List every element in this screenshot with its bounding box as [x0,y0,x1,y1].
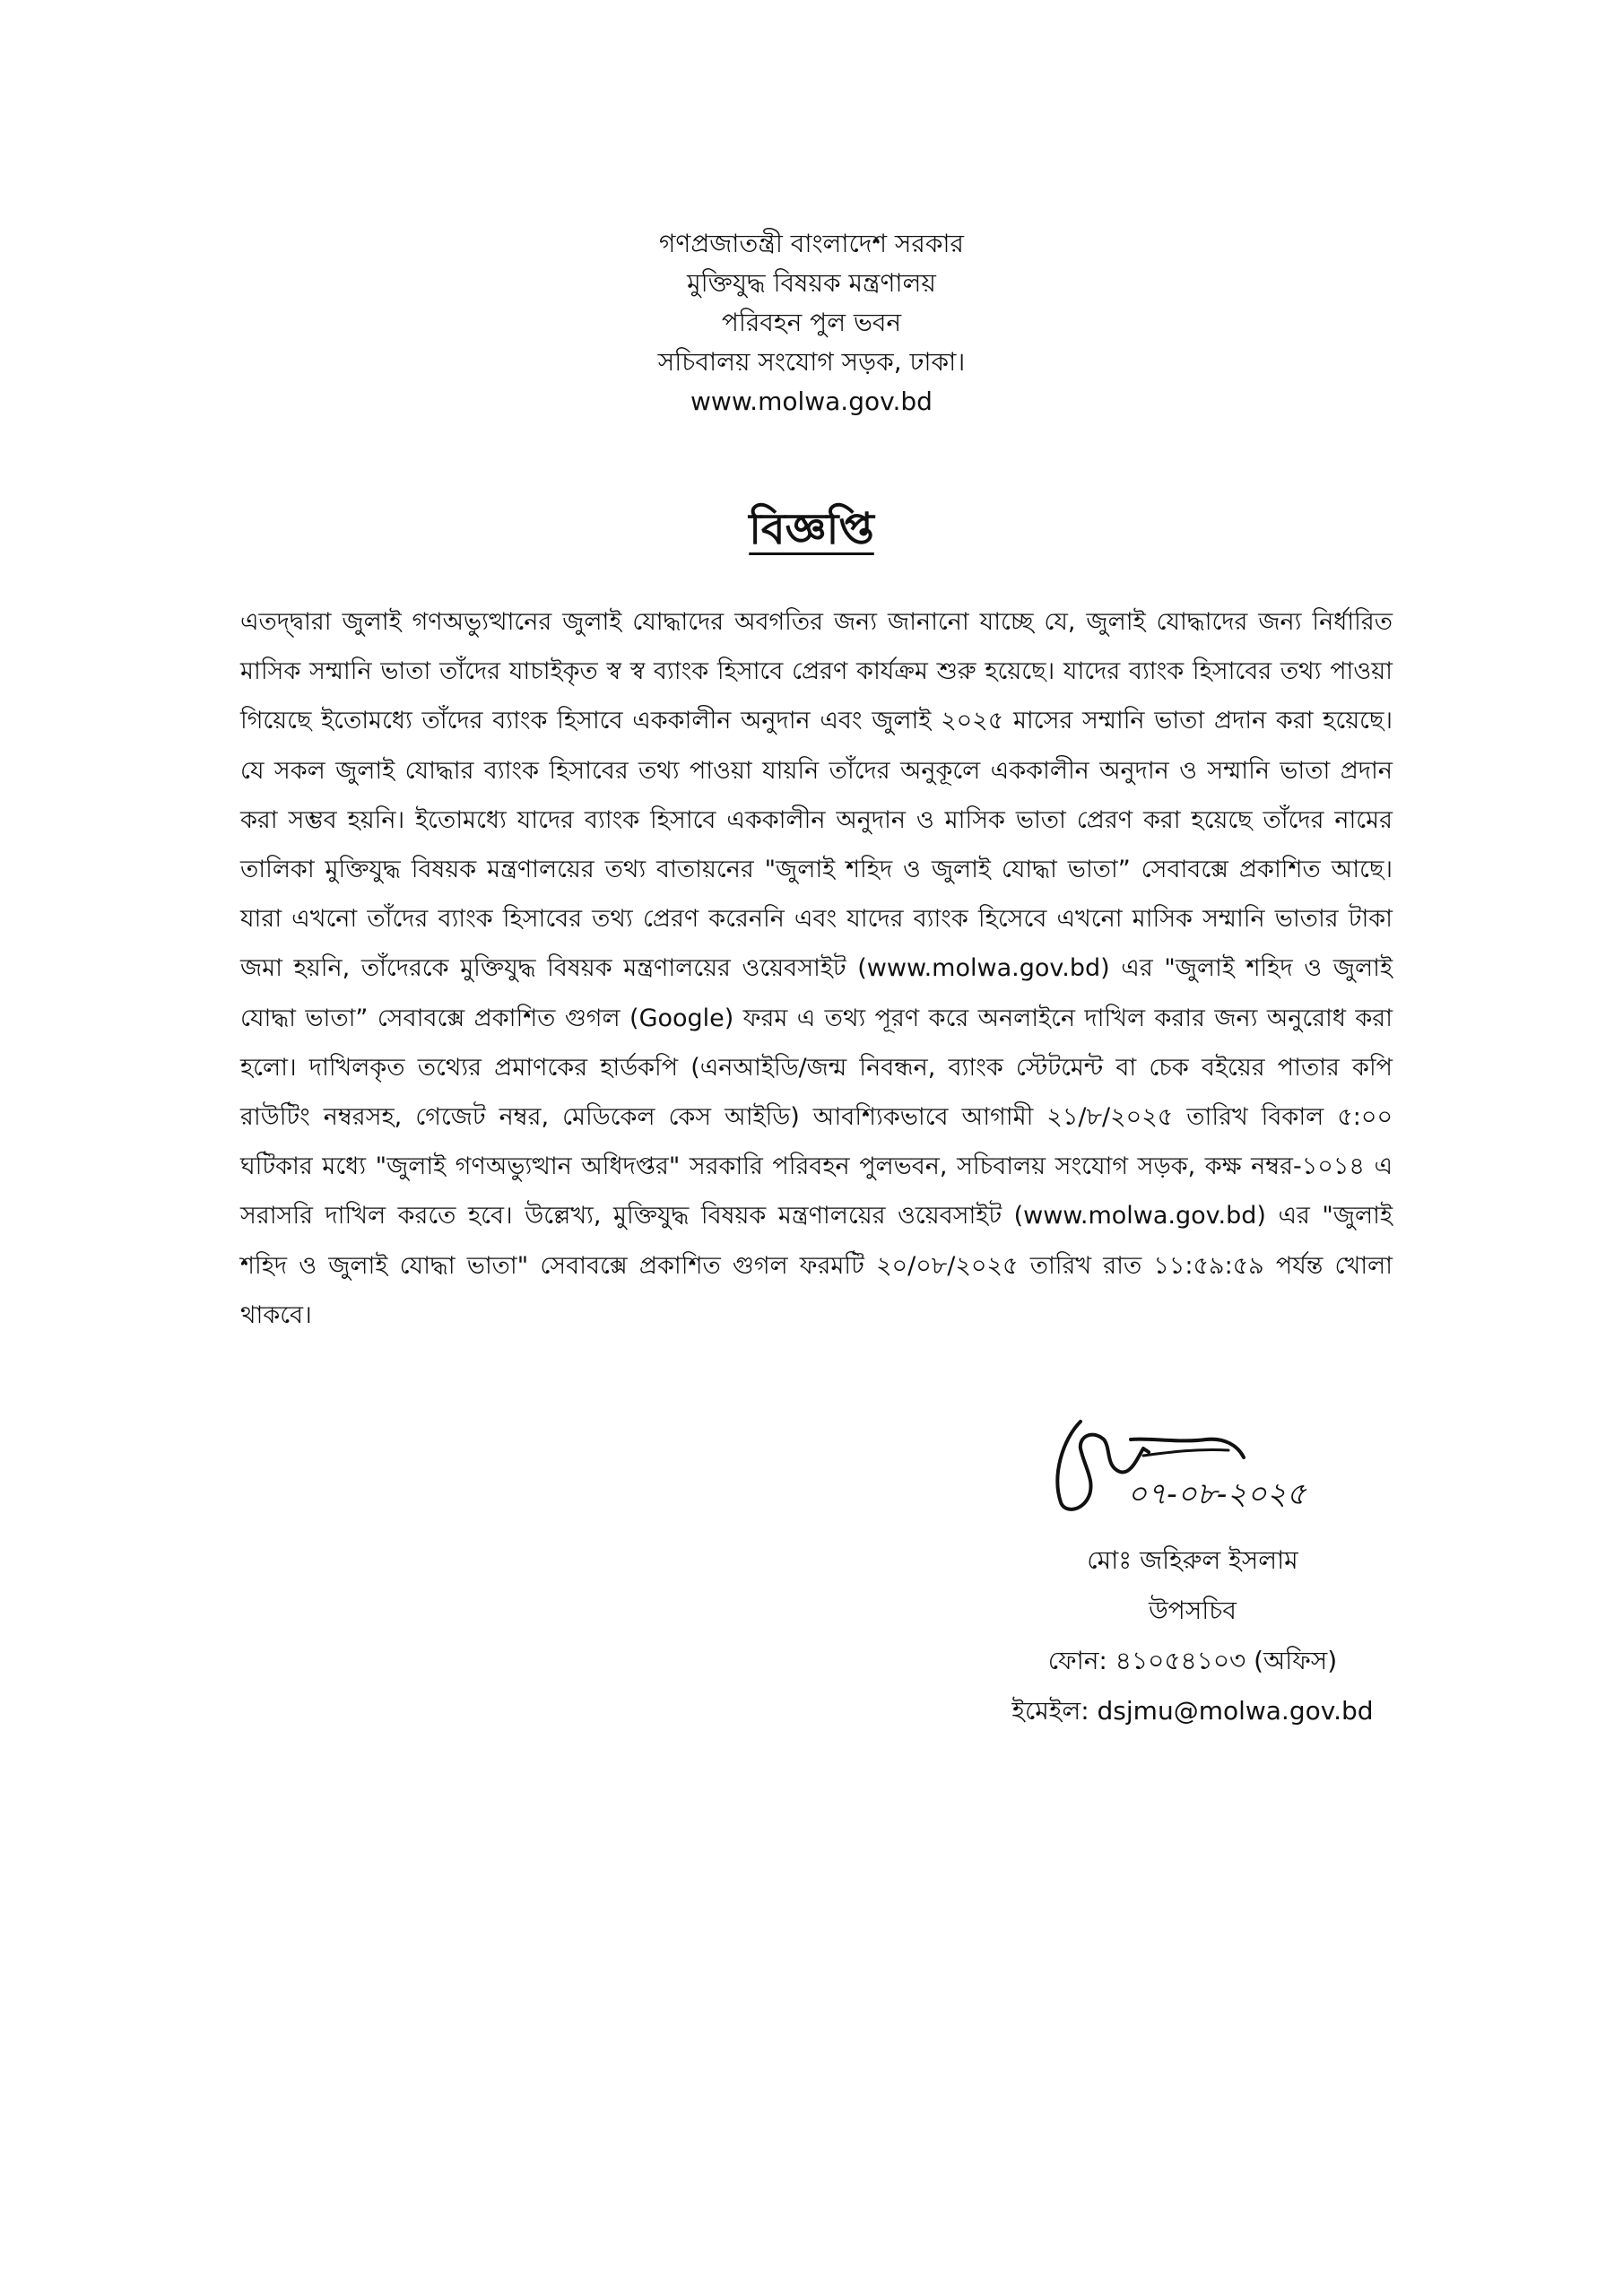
signer-email: ইমেইল: dsjmu@molwa.gov.bd [1011,1696,1374,1726]
notice-title: বিজ্ঞপ্তি [749,504,874,554]
website-url: www.molwa.gov.bd [690,387,933,416]
notice-body: এতদ্দ্বারা জুলাই গণঅভ্যুত্থানের জুলাই যোদ্ধাদের অবগতির জন্য জানানো যাচ্ছে যে, জুলাই যোদ্ধাদের জন্য নির্ধারিত মাসিক সম্মানি ভাতা তাঁদের যাচাইকৃত স্ব স্ব ব্যাংক হিসাবে প্রেরণ কার্যক্রম শুরু হয়েছে। যাদের ব্যাংক হিসাবের তথ্য পাওয়া গিয়েছে ইতোমধ্যে তাঁদের ব্যাংক হিসাবে এককালীন অনুদান এবং জুলাই ২০২৫ মাসের সম্মানি ভাতা প্রদান করা হয়েছে। যে সকল জুলাই যোদ্ধার ব্যাংক হিসাবের তথ্য পাওয়া যায়নি তাঁদের অনুকূলে এককালীন অনুদান ও সম্মানি ভাতা প্রদান করা সম্ভব হয়নি। ইতোমধ্যে যাদের ব্যাংক হিসাবে এককালীন অনুদান ও মাসিক ভাতা প্রেরণ করা হয়েছে তাঁদের নামের তালিকা মুক্তিযুদ্ধ বিষয়ক মন্ত্রণালয়ের তথ্য বাতায়নের "জুলাই শহিদ ও জুলাই যোদ্ধা ভাতা” সেবাবক্সে প্রকাশিত আছে। যারা এখনো তাঁদের ব্যাংক হিসাবের তথ্য প্রেরণ করেননি এবং যাদের ব্যাংক হিসেবে এখনো মাসিক সম্মানি ভাতার টাকা জমা হয়নি, তাঁদেরকে মুক্তিযুদ্ধ বিষয়ক মন্ত্রণালয়ের ওয়েবসাইট (www.molwa.gov.bd) এর "জুলাই শহিদ ও জুলাই যোদ্ধা ভাতা” সেবাবক্সে প্রকাশিত গুগল (Google) ফরম এ তথ্য পূরণ করে অনলাইনে দাখিল করার জন্য অনুরোধ করা হলো। দাখিলকৃত তথ্যের প্রমাণকের হার্ডকপি (এনআইডি/জন্ম নিবন্ধন, ব্যাংক স্টেটমেন্ট বা চেক বইয়ের পাতার কপি রাউটিং নম্বরসহ, গেজেট নম্বর, মেডিকেল কেস আইডি) আবশ্যিকভাবে আগামী ২১/৮/২০২৫ তারিখ বিকাল ৫:০০ ঘটিকার মধ্যে "জুলাই গণঅভ্যুত্থান অধিদপ্তর" সরকারি পরিবহন পুলভবন, সচিবালয় সংযোগ সড়ক, কক্ষ নম্বর-১০১৪ এ সরাসরি দাখিল করতে হবে। উল্লেখ্য, মুক্তিযুদ্ধ বিষয়ক মন্ত্রণালয়ের ওয়েবসাইট (www.molwa.gov.bd) এর "জুলাই শহিদ ও জুলাই যোদ্ধা ভাতা" সেবাবক্সে প্রকাশিত গুগল ফরমটি ২০/০৮/২০২৫ তারিখ রাত ১১:৫৯:৫৯ পর্যন্ত খোলা থাকবে। [240,608,1393,1329]
office-address: সচিবালয় সংযোগ সড়ক, ঢাকা। [657,347,966,377]
signature-date: ০৭-০৮-২০২৫ [1127,1476,1306,1512]
signer-designation: উপসচিব [1148,1596,1237,1625]
signer-name: মোঃ জহিরুল ইসলাম [1087,1545,1298,1575]
govt-name: গণপ্রজাতন্ত্রী বাংলাদেশ সরকার [659,229,964,258]
ministry-name: মুক্তিযুদ্ধ বিষয়ক মন্ত্রণালয় [687,268,936,298]
handwritten-signature [1045,1413,1332,1534]
letterhead [0,224,1623,422]
signer-block [950,1535,1435,1736]
signer-phone: ফোন: ৪১০৫৪১০৩ (অফিস) [1047,1646,1338,1675]
building-name: পরিবহন পুল ভবন [721,308,902,337]
signature-underline [1143,1449,1228,1456]
